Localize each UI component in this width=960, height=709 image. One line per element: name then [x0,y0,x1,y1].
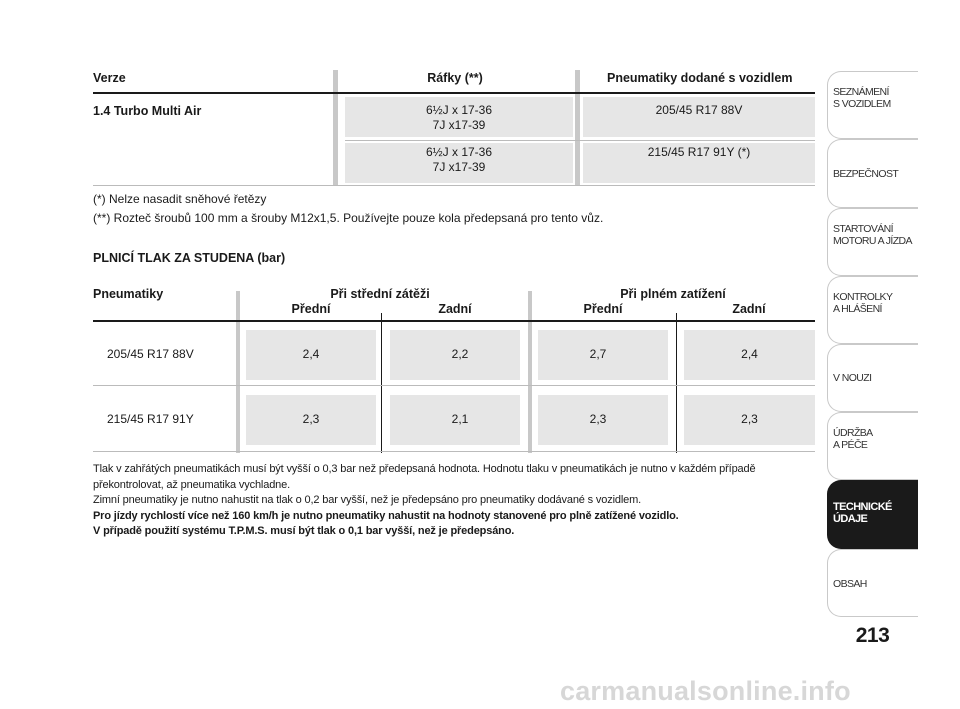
header-rule [93,92,815,94]
subcolumn-divider [676,313,677,453]
header-tyres: Pneumatiky dodané s vozidlem [607,71,793,85]
tab-kontrolky[interactable] [827,276,918,344]
rim-cell [345,103,573,133]
tab-obsah[interactable] [827,549,918,617]
header-version: Verze [93,71,126,85]
tab-label: TECHNICKÉ ÚDAJE [833,501,892,525]
rim-spec: 7J x17-39 [432,118,486,132]
page-number: 213 [855,624,890,647]
tab-label: BEZPEČNOST [833,168,899,180]
pressure-value: 2,7 [589,347,607,361]
version-value: 1.4 Turbo Multi Air [93,104,202,118]
pressure-value: 2,2 [451,347,469,361]
tab-label: ÚDRŽBA A PÉČE [833,427,873,451]
tyre-cell: 215/45 R17 91Y (*) [647,145,751,159]
table-bottom-rule [93,185,815,186]
tab-label: OBSAH [833,578,867,590]
note-line-bold: Pro jízdy rychlostí více než 160 km/h je nutno pneumatiky nahustit na hodnoty stanovené pro plně zatížené vozidlo. [93,509,679,522]
header-front: Přední [291,302,331,316]
footnote-bolts: (**) Rozteč šroubů 100 mm a šrouby M12x1,5. Používejte pouze kola předepsaná pro tento vůz. [93,211,604,225]
pressure-value: 2,4 [741,347,758,361]
header-tyres-col: Pneumatiky [93,287,164,301]
tab-label: SEZNÁMENÍ S VOZIDLEM [833,86,891,110]
pressure-title: PLNICÍ TLAK ZA STUDENA (bar) [93,251,286,265]
pressure-value: 2,1 [451,412,469,426]
rim-spec: 6½J x 17-36 [425,103,493,117]
column-divider [528,291,532,453]
rim-spec: 6½J x 17-36 [425,145,493,159]
tab-label: STARTOVÁNÍ MOTORU A JÍZDA [833,223,912,247]
pressure-value: 2,3 [589,412,607,426]
tab-udrzba[interactable] [827,412,918,480]
tab-v-nouzi[interactable] [827,344,918,412]
tab-startovani[interactable] [827,208,918,276]
row-rule [93,385,815,386]
header-rule [93,320,815,322]
row-rule [345,140,815,141]
rim-cell [345,145,573,175]
header-rims: Ráfky (**) [427,71,483,85]
tab-label: KONTROLKY A HLÁŠENÍ [833,291,893,315]
table-bottom-rule [93,451,815,452]
pressure-value: 2,4 [302,347,320,361]
header-front: Přední [583,302,623,316]
footnote-chains: (*) Nelze nasadit sněhové řetězy [93,192,267,206]
note-line: Tlak v zahřátých pneumatikách musí být vyšší o 0,3 bar než předepsaná hodnota. Hodnotu tlaku v pneumatikách je nutno v každém případě [93,463,756,475]
subcolumn-divider [381,313,382,453]
column-divider [575,70,580,186]
note-line: Zimní pneumatiky je nutno nahustit na tlak o 0,2 bar vyšší, než je předepsáno pro pneumatiky dodávané s vozidlem. [93,494,642,506]
pressure-value: 2,3 [741,412,758,426]
column-divider [333,70,338,186]
notes [93,462,818,540]
header-rear: Zadní [732,302,766,316]
rim-spec: 7J x17-39 [432,160,486,174]
header-rear: Zadní [438,302,472,316]
note-line: překontrolovat, až pneumatika vychladne. [93,478,291,491]
watermark: carmanualsonline.info [560,676,851,706]
tyre-size: 215/45 R17 91Y [107,412,194,426]
tab-label: V NOUZI [833,372,872,384]
tab-technicke-udaje[interactable] [827,480,918,549]
tyre-cell: 205/45 R17 88V [655,103,743,117]
tyre-size: 205/45 R17 88V [107,347,194,361]
header-full-load: Při plném zatížení [620,287,726,301]
pressure-value: 2,3 [302,412,320,426]
tab-seznameni[interactable] [827,71,918,139]
note-line-bold: V případě použití systému T.P.M.S. musí být tlak o 0,1 bar vyšší, než je předepsáno. [93,525,515,537]
tab-bezpecnost[interactable] [827,139,918,208]
header-medium-load: Při střední zátěži [330,287,430,301]
column-divider [236,291,240,453]
